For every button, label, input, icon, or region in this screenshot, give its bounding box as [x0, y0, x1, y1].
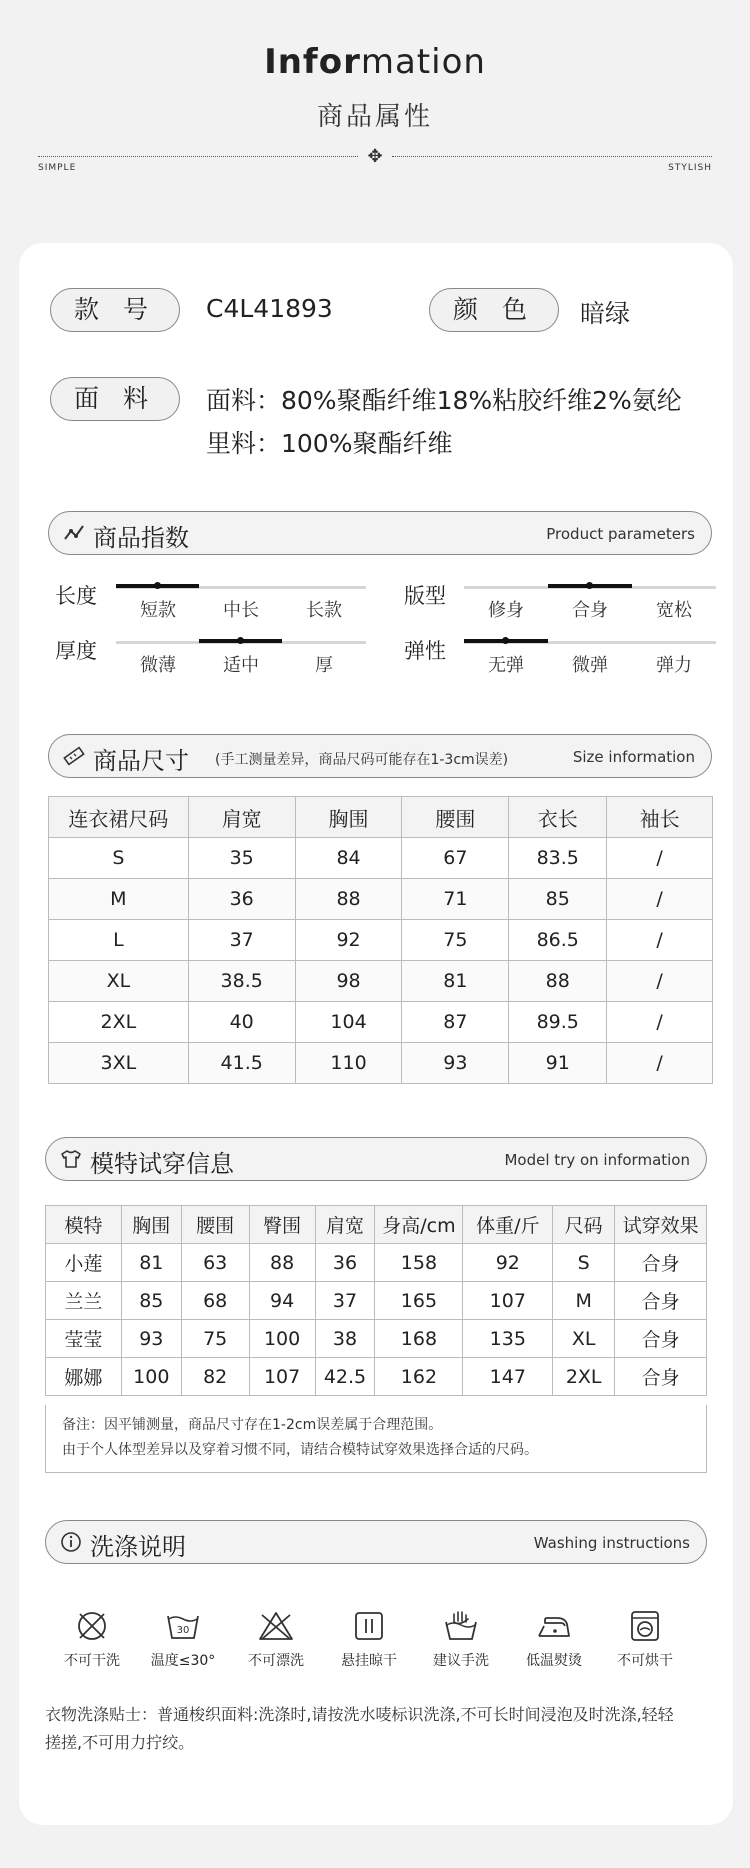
column-header: 体重/斤	[463, 1206, 553, 1244]
table-row	[49, 1043, 713, 1084]
table-cell: /	[607, 1043, 713, 1084]
table-cell: 85	[509, 879, 607, 920]
no-bleach-icon	[257, 1608, 295, 1644]
wash-item	[416, 1608, 506, 1670]
wash-label: 温度≤30°	[150, 1653, 216, 1669]
param-marker	[586, 582, 593, 589]
remark-line-1: 备注：因平铺测量，商品尺寸存在1-2cm误差属于合理范围。	[62, 1417, 443, 1433]
table-cell: S	[553, 1244, 615, 1282]
ornament-icon: ✥	[367, 146, 383, 167]
table-cell: 75	[402, 920, 509, 961]
table-cell: 2XL	[49, 1002, 189, 1043]
table-cell: S	[49, 838, 189, 879]
table-cell: /	[607, 838, 713, 879]
hang-dry-icon	[351, 1608, 387, 1644]
info-icon	[60, 1531, 82, 1553]
table-cell: 110	[295, 1043, 402, 1084]
wash-30-icon	[165, 1608, 201, 1644]
table-cell: 37	[188, 920, 295, 961]
param-marker	[237, 637, 244, 644]
low-iron-icon	[535, 1608, 573, 1644]
wash-item	[324, 1608, 414, 1670]
model-title: 模特试穿信息	[90, 1150, 234, 1178]
column-header: 尺码	[553, 1206, 615, 1244]
model-remark	[45, 1405, 707, 1473]
table-row	[49, 920, 713, 961]
table-cell: 89.5	[509, 1002, 607, 1043]
table-cell: 98	[295, 961, 402, 1002]
wash-label: 低温熨烫	[526, 1653, 582, 1669]
params-title-en: Product parameters	[546, 525, 695, 543]
style-no-label: 款 号	[50, 288, 180, 332]
table-cell: 42.5	[315, 1358, 375, 1396]
divider-right	[392, 156, 712, 157]
table-cell: L	[49, 920, 189, 961]
param-option: 长款	[306, 600, 342, 621]
column-header: 衣长	[509, 797, 607, 838]
param-label-thickness: 厚度	[55, 639, 97, 663]
wash-temp-badge: 30	[176, 1625, 190, 1636]
fabric-line-2: 里料：100%聚酯纤维	[206, 429, 453, 458]
wash-tip	[45, 1701, 725, 1757]
page-title-rest: mation	[360, 42, 486, 82]
table-cell: 35	[188, 838, 295, 879]
wash-label: 不可漂洗	[248, 1653, 304, 1669]
table-cell: M	[553, 1282, 615, 1320]
table-cell: 81	[121, 1244, 181, 1282]
param-option: 微弹	[572, 655, 608, 676]
param-marker	[502, 637, 509, 644]
table-cell: 88	[295, 879, 402, 920]
table-cell: 41.5	[188, 1043, 295, 1084]
table-cell: 86.5	[509, 920, 607, 961]
model-section-bar	[45, 1137, 707, 1181]
remark-line-2: 由于个人体型差异以及穿着习惯不同，请结合模特试穿效果选择合适的尺码。	[62, 1442, 538, 1458]
wash-item	[509, 1608, 599, 1670]
column-header: 腰围	[181, 1206, 249, 1244]
tag-left: SIMPLE	[38, 163, 77, 173]
color-label: 颜 色	[429, 288, 559, 332]
wash-tip-line-2: 搓搓,不可用力拧绞。	[45, 1733, 195, 1752]
column-header: 胸围	[121, 1206, 181, 1244]
column-header: 袖长	[607, 797, 713, 838]
wash-label: 建议手洗	[433, 1653, 489, 1669]
wash-item	[600, 1608, 690, 1670]
wash-section-bar	[45, 1520, 707, 1564]
table-cell: 2XL	[553, 1358, 615, 1396]
fabric-line-1: 面料：80%聚酯纤维18%粘胶纤维2%氨纶	[206, 386, 682, 415]
page-title	[0, 42, 750, 82]
table-cell: 87	[402, 1002, 509, 1043]
table-cell: 147	[463, 1358, 553, 1396]
table-cell: 88	[249, 1244, 315, 1282]
table-row	[49, 1002, 713, 1043]
table-cell: 168	[375, 1320, 463, 1358]
column-header: 臀围	[249, 1206, 315, 1244]
param-label-fit: 版型	[404, 584, 446, 608]
param-option: 合身	[572, 600, 608, 621]
table-cell: 小莲	[46, 1244, 122, 1282]
page-title-bold: Infor	[264, 42, 361, 82]
table-row	[49, 838, 713, 879]
table-header-row	[46, 1206, 707, 1244]
ruler-icon	[63, 745, 85, 767]
model-title-en: Model try on information	[504, 1151, 690, 1169]
table-cell: /	[607, 961, 713, 1002]
column-header: 胸围	[295, 797, 402, 838]
table-cell: 合身	[615, 1358, 707, 1396]
table-cell: 82	[181, 1358, 249, 1396]
table-cell: 68	[181, 1282, 249, 1320]
table-cell: 162	[375, 1358, 463, 1396]
table-cell: XL	[49, 961, 189, 1002]
param-option: 微薄	[140, 655, 176, 676]
param-option: 中长	[223, 600, 259, 621]
size-table	[48, 796, 713, 1084]
table-cell: 合身	[615, 1320, 707, 1358]
table-cell: 94	[249, 1282, 315, 1320]
page-subtitle: 商品属性	[316, 102, 433, 132]
param-label-length: 长度	[55, 584, 97, 608]
model-table	[45, 1205, 707, 1396]
table-cell: 92	[295, 920, 402, 961]
table-cell: 36	[188, 879, 295, 920]
table-cell: 36	[315, 1244, 375, 1282]
size-section-bar	[48, 734, 712, 778]
table-cell: 84	[295, 838, 402, 879]
wash-item	[47, 1608, 137, 1670]
param-option: 宽松	[656, 600, 692, 621]
table-cell: 104	[295, 1002, 402, 1043]
column-header: 身高/cm	[375, 1206, 463, 1244]
param-scale-length	[116, 583, 366, 623]
table-cell: /	[607, 1002, 713, 1043]
divider-left	[38, 156, 358, 157]
table-cell: 92	[463, 1244, 553, 1282]
wash-label: 悬挂晾干	[341, 1653, 397, 1669]
param-option: 修身	[488, 600, 524, 621]
size-note: (手工测量差异，商品尺码可能存在1-3cm误差)	[215, 752, 509, 768]
param-scale-thickness	[116, 638, 366, 678]
table-cell: /	[607, 879, 713, 920]
wash-title: 洗涤说明	[90, 1533, 186, 1561]
wash-item	[231, 1608, 321, 1670]
table-cell: 81	[402, 961, 509, 1002]
size-title: 商品尺寸	[93, 747, 189, 775]
size-title-en: Size information	[572, 748, 695, 766]
table-cell: 83.5	[509, 838, 607, 879]
column-header: 肩宽	[315, 1206, 375, 1244]
column-header: 模特	[46, 1206, 122, 1244]
wash-label: 不可烘干	[617, 1653, 673, 1669]
table-cell: 93	[121, 1320, 181, 1358]
table-header-row	[49, 797, 713, 838]
column-header: 肩宽	[188, 797, 295, 838]
table-cell: 莹莹	[46, 1320, 122, 1358]
table-cell: 107	[463, 1282, 553, 1320]
table-cell: 100	[121, 1358, 181, 1396]
table-cell: 37	[315, 1282, 375, 1320]
param-option: 厚	[315, 655, 333, 676]
params-title: 商品指数	[93, 524, 189, 552]
no-tumble-dry-icon	[627, 1608, 663, 1644]
table-row	[49, 879, 713, 920]
table-cell: 158	[375, 1244, 463, 1282]
table-cell: 165	[375, 1282, 463, 1320]
color-value: 暗绿	[580, 299, 631, 328]
table-cell: 38	[315, 1320, 375, 1358]
wash-tip-line-1: 衣物洗涤贴士：普通梭织面料:洗涤时,请按洗水唛标识洗涤,不可长时间浸泡及时洗涤,轻轻	[45, 1705, 674, 1724]
fabric-label: 面 料	[50, 377, 180, 421]
table-row	[46, 1358, 707, 1396]
table-cell: 3XL	[49, 1043, 189, 1084]
tag-right: STYLISH	[668, 163, 712, 173]
column-header: 腰围	[402, 797, 509, 838]
style-no-value: C4L41893	[206, 294, 333, 323]
table-cell: 100	[249, 1320, 315, 1358]
table-cell: 75	[181, 1320, 249, 1358]
table-cell: M	[49, 879, 189, 920]
params-section-bar	[48, 511, 712, 555]
param-scale-fit	[464, 583, 716, 623]
table-cell: 93	[402, 1043, 509, 1084]
param-marker	[154, 582, 161, 589]
table-cell: 85	[121, 1282, 181, 1320]
table-cell: 合身	[615, 1244, 707, 1282]
table-cell: 88	[509, 961, 607, 1002]
table-cell: 40	[188, 1002, 295, 1043]
table-cell: 娜娜	[46, 1358, 122, 1396]
param-label-stretch: 弹性	[404, 639, 446, 663]
table-cell: 38.5	[188, 961, 295, 1002]
table-row	[46, 1282, 707, 1320]
table-cell: 107	[249, 1358, 315, 1396]
table-cell: 67	[402, 838, 509, 879]
wash-label: 不可干洗	[64, 1653, 120, 1669]
trend-line-icon	[63, 522, 85, 544]
table-cell: 135	[463, 1320, 553, 1358]
param-option: 适中	[223, 655, 259, 676]
no-dry-clean-icon	[74, 1608, 110, 1644]
wash-item	[138, 1608, 228, 1670]
param-option: 无弹	[488, 655, 524, 676]
table-cell: 合身	[615, 1282, 707, 1320]
column-header: 连衣裙尺码	[49, 797, 189, 838]
table-cell: 63	[181, 1244, 249, 1282]
param-scale-stretch	[464, 638, 716, 678]
table-row	[46, 1244, 707, 1282]
table-cell: 91	[509, 1043, 607, 1084]
table-cell: XL	[553, 1320, 615, 1358]
table-row	[46, 1320, 707, 1358]
table-cell: 71	[402, 879, 509, 920]
param-option: 短款	[140, 600, 176, 621]
wash-title-en: Washing instructions	[533, 1534, 690, 1552]
table-cell: 兰兰	[46, 1282, 122, 1320]
table-row	[49, 961, 713, 1002]
column-header: 试穿效果	[615, 1206, 707, 1244]
tshirt-icon	[60, 1148, 82, 1170]
hand-wash-icon	[442, 1608, 480, 1644]
table-cell: /	[607, 920, 713, 961]
param-option: 弹力	[656, 655, 692, 676]
